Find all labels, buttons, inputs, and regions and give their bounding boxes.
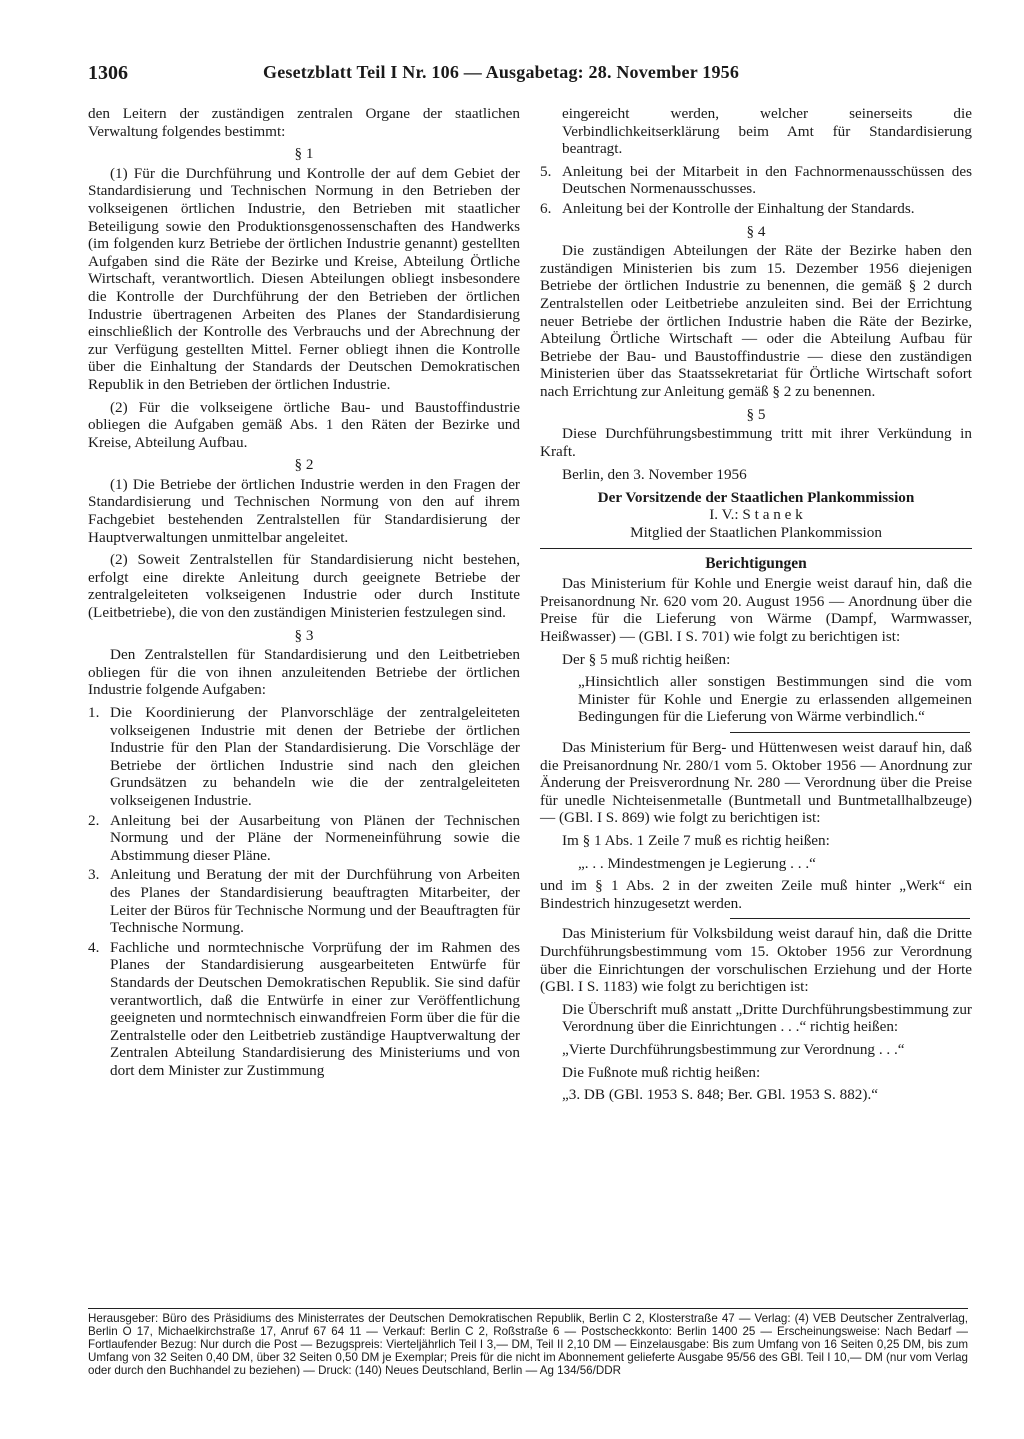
list-item: [88, 704, 520, 810]
page-header: [88, 60, 968, 90]
correction-2-paragraph: Das Ministerium für Berg- und Hüttenwesen weist darauf hin, daß die Preisanordnung Nr. 280/1 vom 5. Oktober 1956 — Anordnung zur Änderung der Preisverordnung Nr. 280 — Verordnung über die Preise für unedle Nichteisenmetalle (Buntmetall und Buntmetallhalbzeuge) — (GBl. I S. 869) wie folgt zu berichtigen ist:: [540, 739, 972, 827]
correction-3-paragraph: Das Ministerium für Volksbildung weist darauf hin, daß die Dritte Durchführungsbestimmung vom 15. Oktober 1956 zur Verordnung über die Einrichtungen der vorschulischen Erziehung und der Horte (GBl. I S. 1183) wie folgt zu berichtigen ist:: [540, 925, 972, 996]
list-item-text: Die Koordinierung der Planvorschläge der zentralgeleiteten volkseigenen Industrie mit denen der Betriebe der örtlichen Industrie für den Plan der Standardisierung. Die Vorschläge der Betriebe der örtlichen Industrie sind nach den gleichen Grundsätzen zu behandeln wie die der zentralgeleiteten volkseigenen Industrie.: [110, 704, 520, 809]
section-divider: [540, 548, 972, 549]
list-item-text: Anleitung und Beratung der mit der Durchführung von Arbeiten des Planes der Standardisierung beauftragten Mitarbeiter, der Leiter der Büros für Technische Normung und der Beauftragten für Technische Normung.: [110, 866, 520, 937]
section-3-heading: § 3: [294, 626, 314, 644]
right-column: [540, 105, 972, 1109]
list-item: [88, 866, 520, 936]
signing-date: Berlin, den 3. November 1956: [562, 466, 747, 484]
section-3-list: [88, 704, 520, 1079]
intro-paragraph: den Leitern der zuständigen zentralen Organe der staatlichen Verwaltung folgendes bestimmt:: [88, 105, 520, 140]
list-item: [540, 163, 972, 198]
short-divider: [730, 732, 970, 733]
section-2-paragraph-2: (2) Soweit Zentralstellen für Standardisierung nicht bestehen, erfolgt eine direkte Anleitung durch geeignete Betriebe der zentralgeleiteten volkseigenen Industrie oder durch Institute (Leitbetriebe), die von den zuständigen Ministerien festzulegen sind.: [88, 551, 520, 622]
signatory-name: I. V.: S t a n e k: [709, 506, 803, 524]
section-2-heading: § 2: [294, 456, 314, 474]
list-item: [88, 939, 520, 1080]
list-item-number: 6.: [540, 199, 552, 217]
list-item-text: Anleitung bei der Ausarbeitung von Plänen der Technischen Normung und der Pläne der Normeneinführung sowie die Abstimmung dieser Pläne.: [110, 811, 520, 864]
correction-1-quote: „Hinsichtlich aller sonstigen Bestimmungen sind die vom Minister für Kohle und Energie zu erlassenden allgemeinen Bedingungen für die Lieferung von Wärme verbindlich.“: [578, 673, 972, 726]
section-2-paragraph-1: (1) Die Betriebe der örtlichen Industrie werden in den Fragen der Standardisierung und Technischen Normung von den auf ihrem Fachgebiet bestehenden Zentralstellen für Standardisierung der Hauptverwaltungen unmittelbar angeleitet.: [88, 475, 520, 546]
list-item-number: 3.: [88, 866, 100, 884]
section-4-heading: § 4: [746, 222, 766, 240]
page-number: 1306: [88, 62, 128, 84]
signatory-role: Mitglied der Staatlichen Plankommission: [630, 524, 882, 542]
signatory-title: Der Vorsitzende der Staatlichen Plankommission: [597, 488, 915, 506]
list-item-number: 5.: [540, 162, 552, 180]
section-3-intro: Den Zentralstellen für Standardisierung und den Leitbetrieben obliegen für die von ihnen anzuleitenden Betriebe der örtlichen Industrie folgende Aufgaben:: [88, 646, 520, 699]
list-item: [88, 812, 520, 865]
list-item: [540, 200, 972, 218]
list-item-text: Anleitung bei der Kontrolle der Einhaltung der Standards.: [562, 199, 915, 217]
continued-item-text: eingereicht werden, welcher seinerseits die Verbindlichkeitserklärung beim Amt für Standardisierung beantragt.: [562, 105, 972, 158]
section-1-paragraph-1: (1) Für die Durchführung und Kontrolle der auf dem Gebiet der Standardisierung und Technischen Normung in den Betrieben der volkseigenen örtlichen Industrie, den Betrieben mit staatlicher Beteiligung sowie den Produktionsgenossenschaften des Handwerks (im folgenden kurz Betriebe der örtlichen Industrie genannt) gestellten Aufgaben sind die Räte der Bezirke und Kreise, Abteilung Örtliche Wirtschaft, verantwortlich. Diesen Abteilungen obliegt insbesondere die Kontrolle der Durchführung der den Betrieben der örtlichen Industrie übertragenen Arbeiten des Planes der Standardisierung einschließlich der Kontrolle des Verbrauchs und der Abrechnung der zur Verfügung gestellten Mittel. Ferner obliegt ihnen die Kontrolle über die Einhaltung der Standards der Deutschen Demokratischen Republik in den Betrieben der örtlichen Industrie.: [88, 164, 520, 393]
document-page: [88, 60, 972, 1390]
correction-3-quote: „Vierte Durchführungsbestimmung zur Verordnung . . .“: [562, 1040, 905, 1058]
correction-2-quote: „. . . Mindestmengen je Legierung . . .“: [578, 854, 816, 872]
corrections-heading: Berichtigungen: [705, 554, 807, 572]
list-item-number: 4.: [88, 938, 100, 956]
correction-1-lead: Der § 5 muß richtig heißen:: [562, 650, 731, 668]
correction-3-footnote-lead: Die Fußnote muß richtig heißen:: [562, 1063, 761, 1081]
publisher-footer: Herausgeber: Büro des Präsidiums des Ministerrates der Deutschen Demokratischen Republik, Berlin C 2, Klosterstraße 47 — Verlag: (4) VEB Deutscher Zentralverlag, Berlin O 17, Michaelkirchstraße 17, Anruf 67 64 11 — Verkauf: Berlin C 2, Roßstraße 6 — Postscheckkonto: Berlin 1400 25 — Erscheinungsweise: Nach Bedarf — Fortlaufender Bezug: Nur durch die Post — Bezugspreis: Vierteljährlich Teil I 3,— DM, Teil II 2,10 DM — Einzelausgabe: Bis zum Umfang von 16 Seiten 0,25 DM, bis zum Umfang von 32 Seiten 0,40 DM, über 32 Seiten 0,50 DM je Exemplar; Preis für die nicht im Abonnement gelieferte Ausgabe 95/56 des GBl. Teil I 10,— DM (nur vom Verlag oder durch den Buchhandel zu beziehen) — Druck: (140) Neues Deutschland, Berlin — Ag 134/56/DDR: [88, 1308, 968, 1377]
correction-2-note: und im § 1 Abs. 2 in der zweiten Zeile muß hinter „Werk“ ein Bindestrich hinzugesetzt werden.: [540, 877, 972, 912]
section-5-paragraph: Diese Durchführungsbestimmung tritt mit ihrer Verkündung in Kraft.: [540, 425, 972, 460]
section-1-heading: § 1: [294, 145, 314, 163]
section-1-paragraph-2: (2) Für die volkseigene örtliche Bau- und Baustoffindustrie obliegen die Aufgaben gemäß Abs. 1 den Räten der Bezirke und Kreise, Abteilung Aufbau.: [88, 398, 520, 451]
correction-3-lead: Die Überschrift muß anstatt „Dritte Durchführungsbestimmung zur Verordnung über die Einrichtungen . . .“ richtig heißen:: [562, 1000, 972, 1036]
correction-1-paragraph: Das Ministerium für Kohle und Energie weist darauf hin, daß die Preisanordnung Nr. 620 vom 20. August 1956 — Anordnung über die Preise für die Lieferung von Wärme (Dampf, Warmwasser, Heißwasser) — (GBl. I S. 701) wie folgt zu berichtigen ist:: [540, 575, 972, 646]
list-item-number: 2.: [88, 811, 100, 829]
header-title: Gesetzblatt Teil I Nr. 106 — Ausgabetag: 28. November 1956: [263, 62, 740, 82]
section-5-heading: § 5: [746, 405, 766, 423]
section-3-list-continued: [540, 163, 972, 218]
correction-2-lead: Im § 1 Abs. 1 Zeile 7 muß es richtig heißen:: [562, 831, 830, 849]
list-item-text: Fachliche und normtechnische Vorprüfung der im Rahmen des Planes der Standardisierung ausgearbeiteten Entwürfe für Standards der Deutschen Demokratischen Republik. Sie sind dafür verantwortlich, daß die Entwürfe in einer zur Veröffentlichung geeigneten und normtechnisch einwandfreien Form über die für die Zentralstelle oder den Leitbetrieb zuständige Hauptverwaltung der Zentralen Abteilung Standardisierung des Ministeriums und von dort dem Minister zur Zustimmung: [110, 938, 520, 1079]
section-4-paragraph: Die zuständigen Abteilungen der Räte der Bezirke haben den zuständigen Ministerien bis zum 15. Dezember 1956 diejenigen Betriebe der örtlichen Industrie zu benennen, die gemäß § 2 durch Zentralstellen oder Leitbetriebe anzuleiten sind. Bei der Errichtung neuer Betriebe der örtlichen Industrie haben die Räte der Bezirke, Abteilung Örtliche Wirtschaft — oder die Abteilung Aufbau für Betriebe der Bau- und Baustoffindustrie — diese den zuständigen Ministerien über das Staatssekretariat für Örtliche Wirtschaft sofort nach Errichtung zur Anleitung gemäß § 2 zu benennen.: [540, 242, 972, 400]
list-item-number: 1.: [88, 704, 100, 721]
left-column: [88, 105, 520, 1084]
short-divider: [730, 918, 970, 919]
list-item-text: Anleitung bei der Mitarbeit in den Fachnormenausschüssen des Deutschen Normenausschusses.: [562, 162, 972, 198]
correction-3-footnote: „3. DB (GBl. 1953 S. 848; Ber. GBl. 1953 S. 882).“: [562, 1086, 878, 1104]
